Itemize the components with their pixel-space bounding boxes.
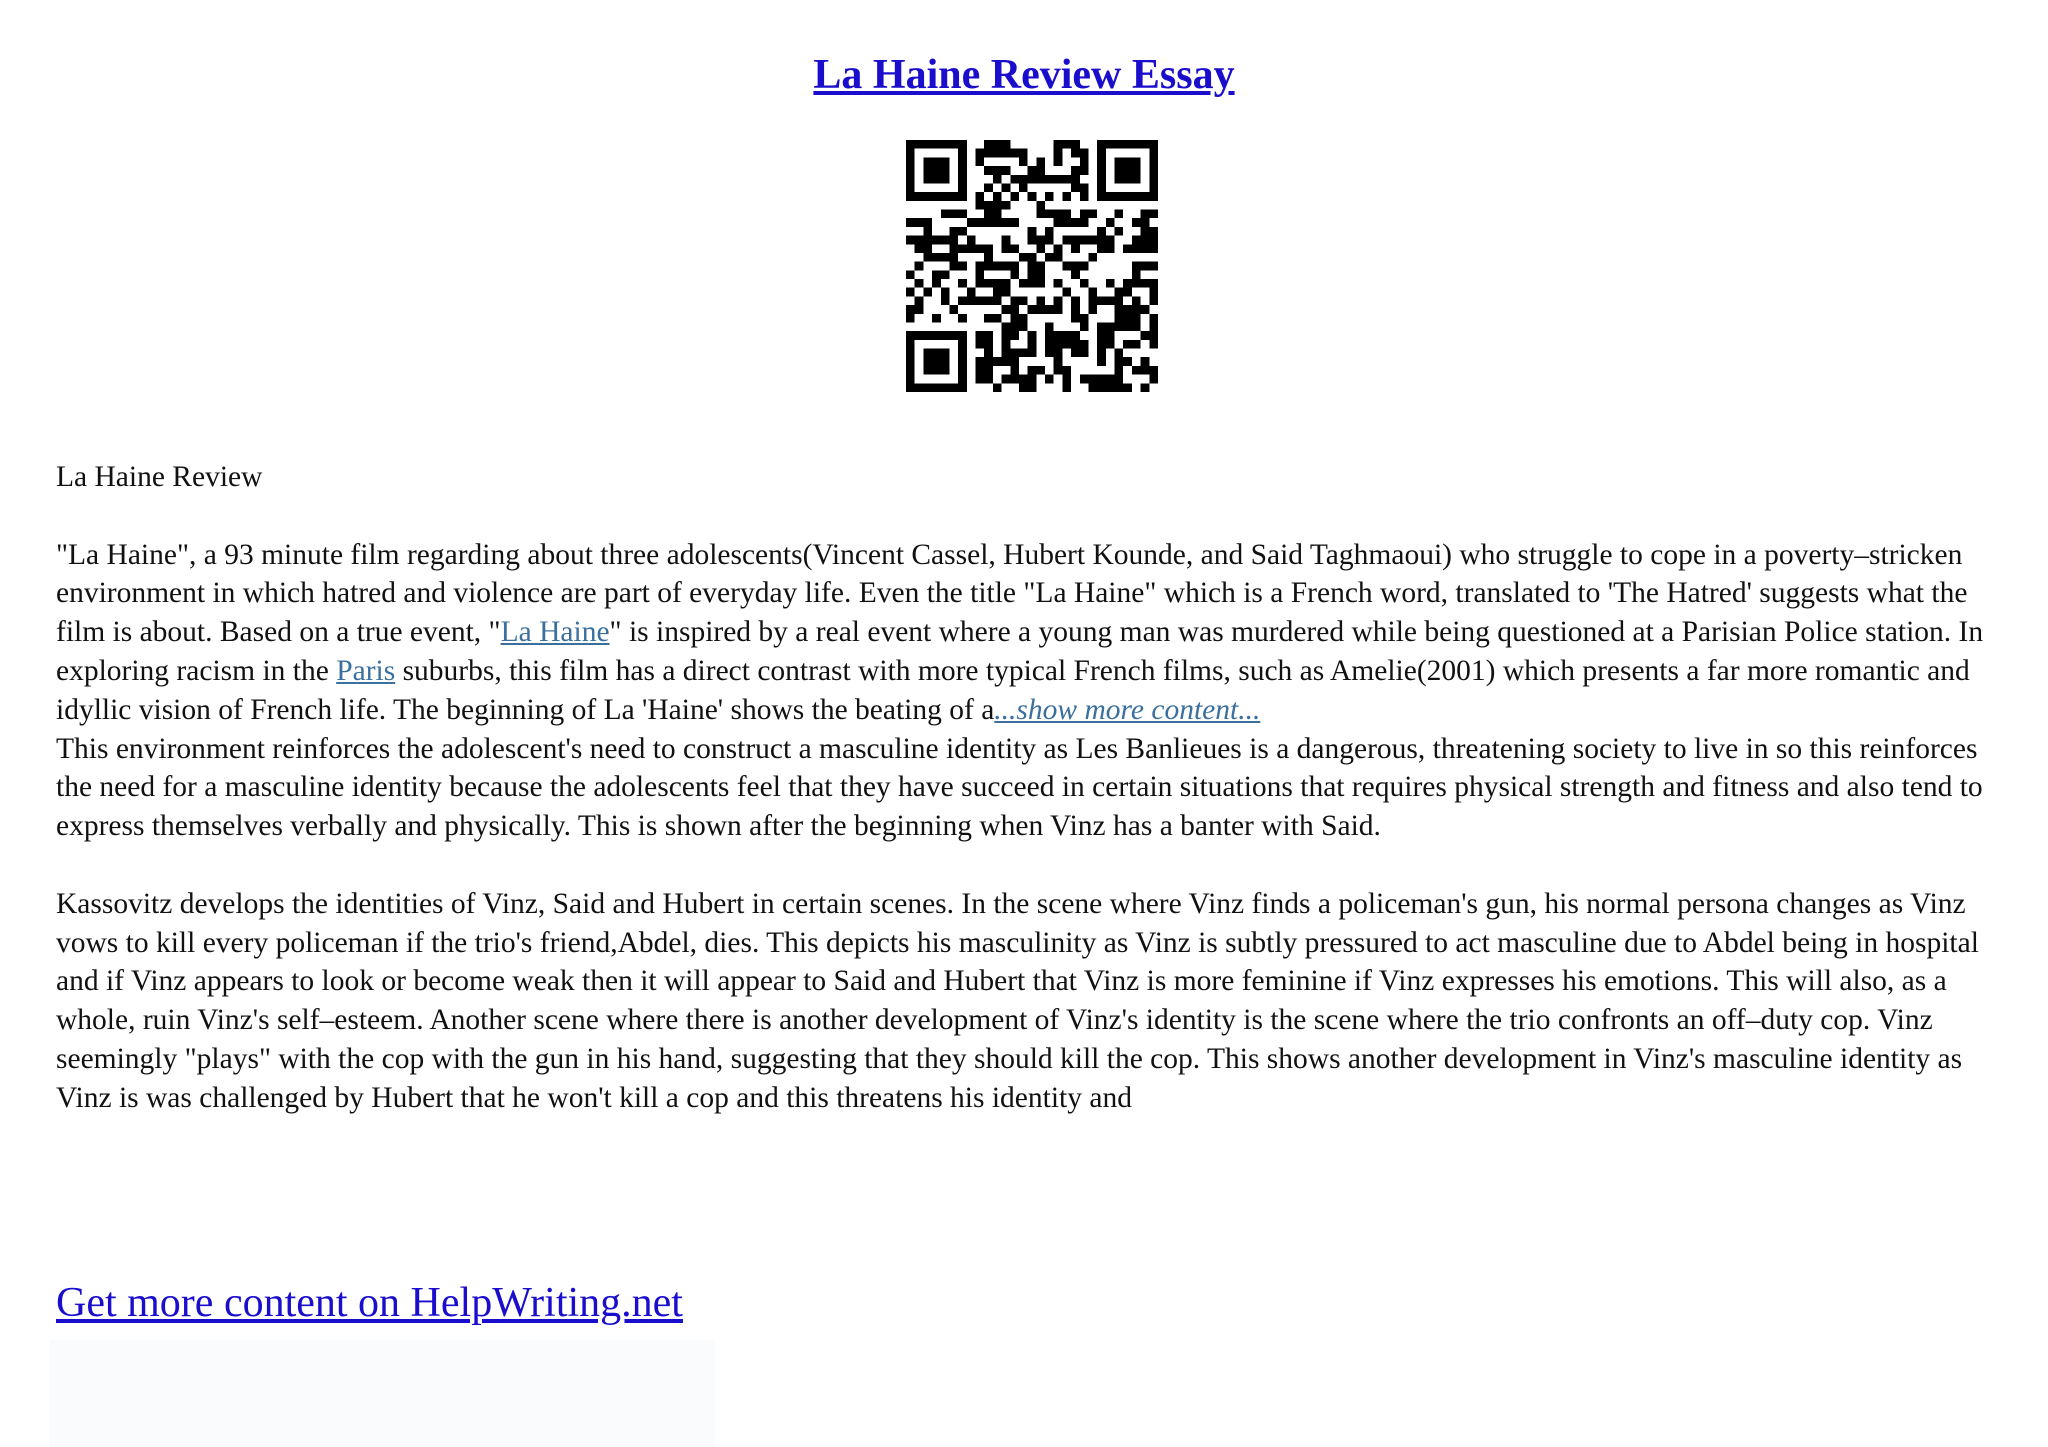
paris-link[interactable]: Paris [336, 654, 396, 687]
footer-shade-left [50, 1340, 355, 1447]
cta-heading [56, 1280, 683, 1326]
paragraph-intro [56, 536, 2006, 730]
paragraph-intro-text-2: " is inspired by a real event where a young man was murdered while being questioned at a Parisian Police station. In exploring racism in the [56, 616, 1984, 687]
la-haine-link[interactable]: La Haine [500, 616, 610, 649]
footer-shade-right [355, 1340, 715, 1447]
essay-body [56, 458, 2006, 1118]
paragraph-environment: This environment reinforces the adolescent's need to construct a masculine identity as Les Banlieues is a dangerous, threatening society to live in so this reinforces the need for a masculine identity because the adolescents feel that they have succeed in certain situations that requires physical strength and fitness and also tend to express themselves verbally and physically. This is shown after the beginning when Vinz has a banter with Said. [56, 732, 1983, 843]
paragraph-intro-text-1: "La Haine", a 93 minute film regarding about three adolescents(Vincent Cassel, Hubert Kounde, and Said Taghmaoui) who struggle to cope in a poverty–stricken environment in which hatred and violence are part of everyday life. Even the title "La Haine" which is a French word, translated to 'The Hatred' suggests what the film is about. Based on a true event, " [56, 538, 1968, 649]
qr-code-icon [906, 140, 1158, 392]
show-more-link[interactable]: ...show more content... [994, 693, 1261, 726]
title-heading [0, 52, 2048, 98]
get-more-content-link[interactable]: Get more content on HelpWriting.net [56, 1280, 683, 1326]
essay-subtitle: La Haine Review [56, 461, 263, 493]
paragraph-intro-text-3: suburbs, this film has a direct contrast with more typical French films, such as Amelie(2001) which presents a far more romantic and idyllic vision of French life. The beginning of La 'Haine' shows the beating of a [56, 654, 1970, 726]
paragraph-identities: Kassovitz develops the identities of Vinz, Said and Hubert in certain scenes. In the scene where Vinz finds a policeman's gun, his normal persona changes as Vinz vows to kill every policeman if the trio's friend,Abdel, dies. This depicts his masculinity as Vinz is subtly pressured to act masculine due to Abdel being in hospital and if Vinz appears to look or become weak then it will appear to Said and Hubert that Vinz is more feminine if Vinz expresses his emotions. This will also, as a whole, ruin Vinz's self–esteem. Another scene where there is another development of Vinz's identity is the scene where the trio confronts an off–duty cop. Vinz seemingly "plays" with the cop with the gun in his hand, suggesting that they should kill the cop. This shows another development in Vinz's masculine identity as Vinz is was challenged by Hubert that he won't kill a cop and this threatens his identity and [56, 887, 1979, 1114]
title-link[interactable]: La Haine Review Essay [813, 52, 1235, 98]
